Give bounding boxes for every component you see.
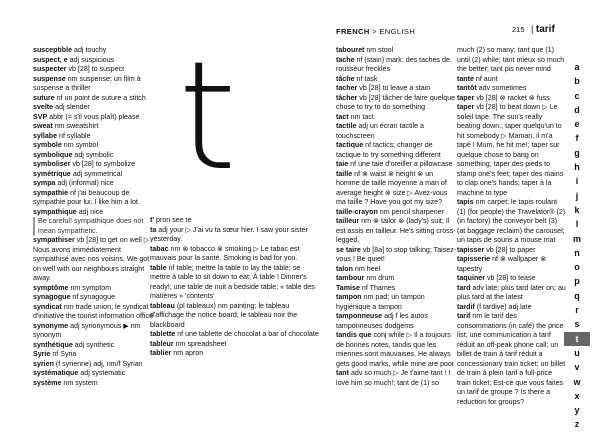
alphabet-letter-v: v (574, 362, 580, 373)
dictionary-entry (33, 56, 155, 66)
definition: nm heel (352, 264, 381, 273)
headword: t' (150, 216, 155, 224)
definition: nm symptom (68, 283, 112, 292)
dictionary-entry (336, 265, 458, 275)
definition: nf syllable (57, 131, 91, 140)
definition: adj symmetrical (70, 169, 123, 178)
definition: (pl tableaux) nm painting; le tableau d'affichage the notice board; le tableau noir the blackboard (150, 301, 298, 329)
definition: nm trade union; le syndicat d'initiative the tourist information office (33, 302, 153, 320)
definition: vb [28] to beat down ▷ Le soleil tape. The sun's really beating down.; taper quelqu'un to hit somebody ▷ Maman, il m'a tapé ! Mum, he hit me!; taper sur quelque chose to bang on something; taper des pieds to stamp one's feet; taper des mains to clap one's hands; taper à la machine to type (457, 103, 564, 197)
definition: adj synthetic (72, 340, 115, 349)
headword: tapisserie (457, 255, 491, 263)
headword: tandis que (336, 331, 372, 339)
definition: abbr (= s'il vous plaît) please (47, 112, 140, 121)
headword: symbolique (33, 150, 73, 159)
alphabet-letter-f: f (575, 133, 579, 144)
definition: (f syrienne) adj, nm/f Syrian (53, 359, 143, 368)
dictionary-entry (33, 122, 155, 132)
dictionary-entry (33, 141, 155, 151)
definition: nf Thames (359, 283, 396, 292)
dictionary-entry (457, 94, 567, 104)
definition: nm ⊗ tailor ⊗ (lady's) suit; Il est assis en tailleur. He's sitting cross-legged. (336, 217, 456, 244)
headword: tact (336, 112, 349, 121)
dictionary-entry (336, 208, 458, 218)
dictionary-entry (457, 303, 567, 313)
definition: nf synagogue (70, 293, 116, 301)
alphabet-letter-p: p (574, 276, 580, 287)
dictionary-entry (33, 341, 155, 351)
dictionary-entry (33, 179, 155, 189)
headword: suspect, e (33, 55, 68, 64)
column-2 (150, 216, 320, 359)
alphabet-letter-t: t (564, 332, 590, 346)
headword: synonyme (33, 321, 69, 330)
dictionary-entry (336, 284, 458, 294)
alphabet-letter-n: n (574, 247, 580, 258)
header-bar: | (531, 24, 534, 34)
dictionary-entry (33, 293, 155, 303)
dictionary-entry (150, 264, 320, 302)
dictionary-entry (336, 94, 458, 113)
dictionary-entry (336, 46, 458, 56)
definition: vb [28] to paper (484, 245, 536, 254)
definition: adj your ▷ J'ai vu ta sœur hier. I saw your sister yesterday. (150, 225, 308, 243)
dictionary-entry (336, 217, 458, 246)
definition: vb [28] ⊗ racket ⊗ fuss (474, 93, 550, 102)
definition: vb [28] to suspect (66, 65, 125, 73)
headword: tableur (150, 339, 174, 348)
headword: svelte (33, 103, 54, 111)
headword: tache (336, 55, 355, 64)
alphabet-letter-w: w (573, 376, 581, 387)
language-to: ENGLISH (379, 27, 416, 36)
dictionary-entry (336, 170, 458, 208)
definition: nf tactics; changer de tactique to try something different (336, 141, 441, 159)
dictionary-entry (457, 198, 567, 246)
dictionary-entry (33, 151, 155, 161)
dictionary-entry (33, 360, 155, 370)
headword: tactique (336, 141, 364, 149)
headword: tablier (150, 349, 172, 357)
definition: nm symbol (61, 141, 99, 149)
dictionary-entry (336, 56, 458, 75)
alphabet-letter-m: m (572, 233, 581, 244)
definition: adj (informal) nice (55, 179, 114, 187)
headword: taper (457, 103, 475, 111)
headword: tardif (457, 302, 475, 311)
alphabet-letter-a: a (574, 62, 580, 72)
alphabet-letter-u: u (574, 347, 580, 358)
definition: nf Syria (50, 350, 77, 358)
headword: taquiner (457, 274, 485, 282)
definition: adj synonymous ▶ nm synonym (33, 321, 141, 339)
column-1 (33, 46, 155, 388)
headword: tambour (336, 274, 365, 282)
definition: adj slender (53, 103, 90, 111)
headword: sympathie (33, 188, 69, 197)
headword: symptôme (33, 283, 69, 292)
dictionary-entry (33, 132, 155, 142)
dictionary-entry (33, 113, 155, 123)
dictionary-entry (33, 94, 155, 104)
headword: symétrique (33, 169, 71, 178)
headword: tablette (150, 330, 176, 338)
alphabet-letter-d: d (574, 104, 580, 115)
definition: nf j'ai beaucoup de sympathie pour lui. I like him a lot. (33, 188, 140, 206)
headword: taie (336, 160, 349, 168)
definition: vb [28] to leave a stain (357, 84, 431, 92)
headword: système (33, 378, 62, 387)
definition: nf ⊗ waist ⊗ height ⊗ un homme de taille moyenne a man of average height ⊗ size ▷ Avez-vous ma taille ? Have you got my size? (336, 169, 448, 206)
dictionary-entry (150, 349, 320, 359)
headword: se taire (336, 245, 361, 254)
headword: tante (457, 74, 474, 83)
headword: taille-crayon (336, 207, 378, 216)
dictionary-entry: much (2) so many; tant que (1) until (2) while; tant mieux so much the better; tant pis never mind (457, 46, 565, 73)
definition: vb [28] to get on well ▷ Nous avons immédiatement sympathisé avec nos voisins. We got on well with our neighbours straight away. (33, 236, 150, 282)
definition: nm pad; un tampon hygiénique a tampon (336, 293, 425, 311)
definition: adj f les autos tamponneuses dodgems (336, 312, 428, 330)
headword: ta (150, 225, 157, 234)
alphabet-letter-e: e (574, 119, 580, 130)
dictionary-entry (457, 103, 567, 198)
alphabet-letter-g: g (574, 147, 580, 158)
headword: tantôt (457, 84, 477, 92)
dictionary-entry (336, 369, 458, 388)
headword: synagogue (33, 293, 71, 301)
headword: tailleur (336, 217, 360, 225)
headword: Tamise (336, 283, 360, 292)
dictionary-entry (336, 293, 458, 312)
definition: nm system (61, 378, 98, 387)
definition: vb [28] to tease (484, 274, 536, 282)
headword: suture (33, 93, 55, 102)
definition: nm pencil sharpener (377, 207, 445, 216)
alphabet-index (570, 60, 584, 432)
headword: tâche (336, 74, 355, 83)
headword: sympathiser (33, 236, 75, 244)
definition: nm drum (364, 274, 395, 282)
alphabet-letter-j: j (575, 190, 579, 201)
headword: tapisser (457, 245, 485, 254)
dictionary-entry (336, 84, 458, 94)
definition: (f tardive) adj late (474, 302, 532, 311)
running-header-page (512, 24, 555, 35)
headword: suspense (33, 74, 66, 83)
definition: nf une taie d'oreiller a pillowcase (348, 160, 453, 168)
definition: adj suspicious (67, 55, 115, 64)
definition: vb [28] tâcher de faire quelque chose to try to do something (336, 93, 456, 111)
headword: syndicat (33, 302, 62, 311)
alphabet-letter-k: k (574, 204, 580, 215)
dictionary-entry (150, 216, 320, 226)
header-separator: > (372, 27, 377, 36)
dictionary-entry (457, 246, 567, 256)
definition: conj while ▷ Il a toujours de bonnes notes, tandis que les miennes sont mauvaises. He always gets good marks, while mine are poor. (336, 331, 456, 368)
definition: adv late; plus tard later on; au plus tard at the latest (457, 283, 566, 301)
running-headword: tarif (535, 24, 555, 35)
definition: nm apron (171, 349, 204, 357)
language-from: FRENCH (336, 27, 370, 36)
dictionary-entry (457, 75, 567, 85)
alphabet-letter-s: s (574, 319, 580, 330)
headword: Syrie (33, 350, 51, 358)
alphabet-letter-b: b (574, 76, 580, 87)
headword: taper (457, 93, 475, 102)
alphabet-letter-i: i (575, 176, 579, 187)
headword: tactile (336, 122, 357, 130)
dictionary-entry (33, 160, 155, 170)
dictionary-entry (336, 331, 458, 369)
definition: nm ⊗ tobacco ⊗ smoking ▷ Le tabac est mauvais pour la santé. Smoking is bad for you. (150, 244, 300, 262)
definition: adj symbolic (72, 150, 114, 159)
headword: tapis (457, 198, 474, 206)
headword: symbole (33, 141, 62, 149)
headword: taille (336, 169, 353, 178)
alphabet-letter-q: q (574, 290, 580, 301)
definition: nm tact (348, 112, 374, 121)
definition: nf task (354, 74, 378, 83)
definition: vb [28] to symbolize (70, 160, 136, 168)
alphabet-letter-r: r (575, 305, 579, 316)
headword: sweat (33, 122, 53, 130)
dictionary-entry (336, 122, 458, 141)
headword: symboliser (33, 160, 71, 168)
headword: tabac (150, 244, 169, 253)
dictionary-entry (150, 340, 320, 350)
headword: tacher (336, 84, 358, 92)
headword: syrien (33, 359, 54, 368)
headword: SVP (33, 112, 48, 121)
headword: tâcher (336, 93, 358, 102)
definition: pron see te (154, 216, 192, 224)
definition: nm le tarif des consommations (in café) the price list; une communication à tarif réduit an off-peak phone call; un billet de train à tarif réduit a concessionary train ticket; un billet de train à plein tarif a full-price train ticket; Est-ce que vous faites un tarif de groupe ? Is there a reduction for groups? (457, 312, 566, 406)
headword: table (150, 263, 167, 272)
headword: talon (336, 264, 353, 273)
headword: tard (457, 283, 471, 292)
dictionary-entry (33, 369, 155, 379)
definition: nf une tablette de chocolat a bar of chocolate (175, 330, 319, 338)
definition: nf (stain) mark; des taches de rousseur freckles (336, 55, 450, 73)
dictionary-entry (33, 65, 155, 75)
dictionary-entry (33, 303, 155, 322)
dictionary-entry (150, 302, 320, 331)
headword: synthétique (33, 340, 73, 349)
dictionary-entry: Be careful! sympathique does not mean sympathetic. (33, 217, 155, 236)
dictionary-entry (33, 236, 155, 284)
definition: nm stool (364, 46, 394, 54)
alphabet-letter-c: c (574, 90, 580, 101)
dictionary-entry (336, 141, 458, 160)
headword: tamponneuse (336, 312, 383, 320)
headword: systématique (33, 369, 79, 377)
dictionary-entry (336, 312, 458, 331)
dictionary-entry (457, 255, 567, 274)
alphabet-letter-x: x (574, 390, 580, 401)
headword: tant (336, 369, 350, 377)
dictionary-entry (336, 75, 458, 85)
definition: nf un point de suture a stitch (54, 93, 146, 102)
dictionary-entry (33, 208, 155, 218)
headword: sympa (33, 179, 56, 187)
definition: nm carpet; le tapis roulant (1) (for people) the Travelator® (2) (in factory) the conveyor belt (3) (at baggage reclaim) the carousel; un tapis de souris a mouse mat (457, 198, 566, 244)
headword: syllabe (33, 131, 58, 140)
section-letter: t (178, 30, 237, 204)
dictionary-entry (150, 226, 320, 245)
headword: tampon (336, 293, 362, 301)
alphabet-letter-z: z (574, 419, 580, 430)
headword: tarif (457, 312, 471, 320)
dictionary-entry (336, 160, 458, 170)
definition: nm sweatshirt (52, 122, 99, 130)
dictionary-entry (150, 245, 320, 264)
definition: adv so much ▷ Je t'aime tant ! I love him so much!; tant de (1) so (336, 369, 451, 387)
dictionary-entry (33, 322, 155, 341)
alphabet-letter-o: o (574, 262, 580, 273)
definition: nm spreadsheet (173, 339, 227, 348)
headword: suspecter (33, 65, 67, 73)
running-header-languages (336, 27, 415, 36)
definition: adj touchy (72, 46, 107, 54)
definition: nf aunt (473, 74, 498, 83)
dictionary-entry (33, 350, 155, 360)
dictionary-entry (150, 330, 320, 340)
headword: sympathique (33, 207, 77, 216)
headword: tableau (150, 301, 175, 310)
dictionary-entry (457, 274, 567, 284)
definition: vb [8a] to stop talking; Taisez-vous ! Be quiet! (336, 245, 457, 263)
definition: adj un écran tactile a touchscreen (336, 122, 424, 140)
dictionary-entry (33, 103, 155, 113)
definition: adj systematic (78, 369, 126, 377)
definition: nf table; mettre la table to lay the table; se mettre à table to sit down to eat; À table ! Dinner's ready!; une table de nuit a bedside table; « table des matières » 'contents' (150, 263, 315, 300)
definition: nf ⊗ wallpaper ⊗ tapestry (457, 255, 547, 273)
alphabet-letter-l: l (575, 219, 579, 230)
dictionary-entry (336, 274, 458, 284)
dictionary-entry (457, 284, 567, 303)
dictionary-entry (33, 379, 155, 389)
definition: nm suspense; un film à suspense a thriller (33, 74, 141, 92)
headword: tabouret (336, 46, 365, 54)
definition: adv sometimes (476, 84, 527, 92)
page-number: 215 (512, 25, 525, 34)
dictionary-entry (457, 312, 567, 407)
dictionary-entry (33, 189, 155, 208)
dictionary-entry (33, 170, 155, 180)
dictionary-entry (33, 46, 155, 56)
definition: adj nice (76, 207, 104, 216)
dictionary-entry (336, 113, 458, 123)
alphabet-letter-y: y (574, 405, 580, 416)
column-3 (336, 46, 458, 388)
alphabet-letter-h: h (574, 162, 580, 173)
column-4 (457, 46, 567, 407)
dictionary-entry (33, 284, 155, 294)
dictionary-entry (457, 84, 567, 94)
dictionary-entry (33, 75, 155, 94)
headword: susceptible (33, 46, 73, 54)
dictionary-entry (336, 246, 458, 265)
